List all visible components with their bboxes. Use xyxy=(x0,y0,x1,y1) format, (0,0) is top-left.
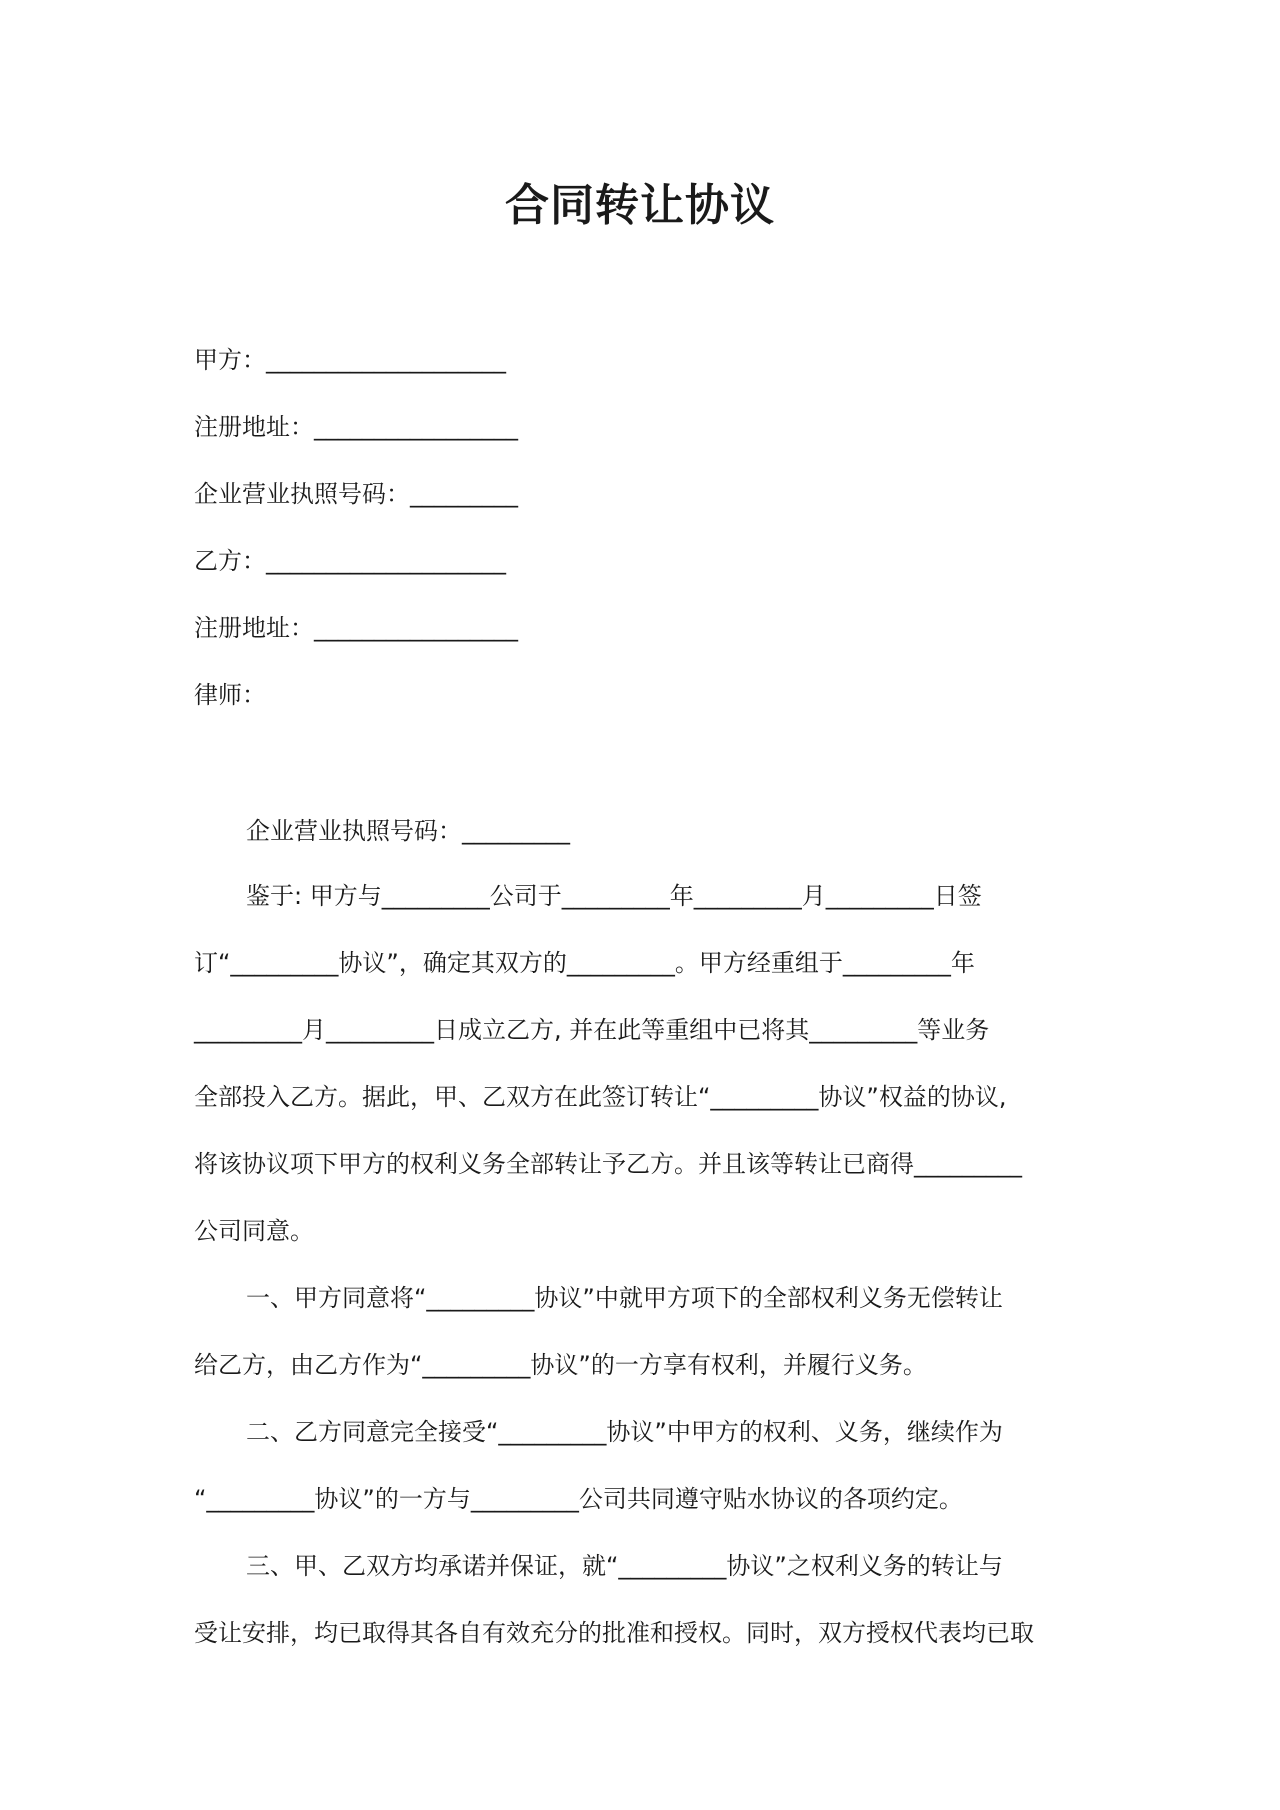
clause-1-paragraph xyxy=(194,1265,1090,1399)
recital-line: 鉴于: 甲方与_________公司于_________年_________月_________日签 xyxy=(246,882,982,910)
document-title: 合同转让协议 xyxy=(505,180,775,231)
recital-line: 公司同意。 xyxy=(194,1217,314,1245)
recital-line: 订“_________协议”，确定其双方的_________。甲方经重组于_________年 xyxy=(194,949,975,977)
clause-line: 受让安排，均已取得其各自有效充分的批准和授权。同时，双方授权代表均已取 xyxy=(194,1619,1034,1647)
party-a-license-field: 企业营业执照号码：_________ xyxy=(194,480,518,508)
clause-line: 三、甲、乙双方均承诺并保证，就“_________协议”之权利义务的转让与 xyxy=(246,1552,1003,1580)
party-a-address-field: 注册地址：_________________ xyxy=(194,413,518,441)
clause-line: 给乙方，由乙方作为“_________协议”的一方享有权利，并履行义务。 xyxy=(194,1351,927,1379)
clause-line: “_________协议”的一方与_________公司共同遵守贴水协议的各项约定。 xyxy=(194,1485,963,1513)
party-b-field: 乙方：____________________ xyxy=(194,547,506,575)
party-b-address-field: 注册地址：_________________ xyxy=(194,614,518,642)
recital-line: 全部投入乙方。据此，甲、乙双方在此签订转让“_________协议”权益的协议, xyxy=(194,1083,1007,1111)
clause-line: 一、甲方同意将“_________协议”中就甲方项下的全部权利义务无偿转让 xyxy=(246,1284,1003,1312)
party-a-field: 甲方：____________________ xyxy=(194,346,506,374)
lawyer-field: 律师： xyxy=(194,681,266,709)
clause-2-paragraph xyxy=(194,1399,1090,1533)
clause-3-paragraph xyxy=(194,1533,1090,1667)
clause-line: 二、乙方同意完全接受“_________协议”中甲方的权利、义务，继续作为 xyxy=(246,1418,1003,1446)
party-b-license-field: 企业营业执照号码：_________ xyxy=(246,817,570,845)
recital-paragraph xyxy=(194,863,1090,1265)
recital-line: _________月_________日成立乙方, 并在此等重组中已将其_________等业务 xyxy=(194,1016,990,1044)
recital-line: 将该协议项下甲方的权利义务全部转让予乙方。并且该等转让已商得_________ xyxy=(194,1150,1022,1178)
